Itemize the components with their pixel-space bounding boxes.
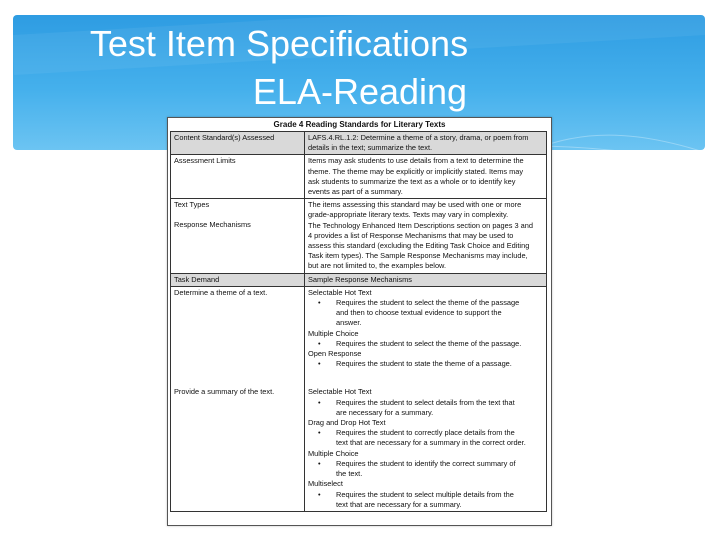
row-content-cell [305, 132, 547, 154]
mechanism-bullet [308, 490, 543, 510]
row-text-line: The Technology Enhanced Item Descriptions section on pages 3 and [308, 220, 534, 230]
row-label-secondary: Response Mechanisms [174, 220, 251, 230]
bullet-text-continued: the text. [336, 469, 363, 479]
bullet-icon: • [318, 428, 321, 438]
task-content-cell [305, 386, 547, 510]
mechanism-heading: Selectable Hot Text [308, 287, 372, 297]
table-row [170, 273, 547, 286]
mechanism-heading: Multiple Choice [308, 328, 359, 338]
document-heading: Grade 4 Reading Standards for Literary Texts [273, 120, 446, 129]
specification-document [167, 117, 552, 526]
mechanism-heading: Multiple Choice [308, 448, 359, 458]
task-label-cell [170, 287, 305, 387]
bullet-text: Requires the student to select multiple details from the [336, 489, 514, 499]
bullet-icon: • [318, 489, 321, 499]
specification-table [170, 131, 547, 512]
bullet-text: Requires the student to select the theme of the passage [336, 298, 520, 308]
bullet-text-continued: text that are necessary for a summary in the correct order. [336, 438, 526, 448]
row-text-line: assess this standard (excluding the Editing Task Choice and Editing [308, 241, 530, 251]
bullet-icon: • [318, 458, 321, 468]
task-label-cell [170, 386, 305, 510]
task-row [170, 286, 547, 387]
bullet-icon: • [318, 359, 321, 369]
row-label-cell [170, 132, 305, 154]
mechanism-bullet [308, 298, 543, 329]
table-row [170, 131, 547, 154]
row-text-line: Items may ask students to use details from a text to determine the [308, 156, 524, 166]
row-text-line: grade-appropriate literary texts. Texts may vary in complexity. [308, 210, 509, 220]
row-text-line: details in the text; summarize the text. [308, 143, 433, 153]
mechanism-heading: Drag and Drop Hot Text [308, 418, 386, 428]
row-content-cell [305, 155, 547, 198]
mechanism-heading: Selectable Hot Text [308, 387, 372, 397]
bullet-text: Requires the student to correctly place details from the [336, 428, 515, 438]
mechanism-bullet [308, 428, 543, 448]
bullet-text: Requires the student to select details from the text that [336, 397, 515, 407]
bullet-icon: • [318, 298, 321, 308]
table-row [170, 198, 547, 272]
row-text-line: The items assessing this standard may be used with one or more [308, 200, 522, 210]
bullet-text-continued: answer. [336, 318, 362, 328]
row-text-line: Task item types). The Sample Response Mechanisms may include, [308, 251, 528, 261]
mechanism-heading: Multiselect [308, 479, 343, 489]
row-label: Assessment Limits [174, 156, 236, 166]
row-label-cell [170, 155, 305, 198]
row-label-cell [170, 274, 305, 286]
bullet-icon: • [318, 397, 321, 407]
table-row [170, 154, 547, 198]
row-text-line: events as part of a summary. [308, 187, 403, 197]
row-text-line: Sample Response Mechanisms [308, 274, 412, 284]
mechanism-bullet [308, 339, 543, 349]
row-content-cell [305, 274, 547, 286]
row-text-line: ask students to summarize the text as a whole or to identify key [308, 176, 516, 186]
bullet-text-continued: text that are necessary for a summary. [336, 499, 462, 509]
mechanism-bullet [308, 359, 543, 369]
bullet-text: Requires the student to select the theme of the passage. [336, 338, 522, 348]
row-text-line: but are not limited to, the examples below. [308, 261, 447, 271]
row-label-cell [170, 199, 305, 272]
mechanism-bullet [308, 459, 543, 479]
bullet-text-continued: and then to choose textual evidence to support the [336, 308, 502, 318]
task-label: Provide a summary of the text. [174, 387, 275, 397]
row-label: Task Demand [174, 274, 220, 284]
row-text-line: LAFS.4.RL.1.2: Determine a theme of a story, drama, or poem from [308, 133, 529, 142]
row-content-cell [305, 199, 547, 272]
bullet-text: Requires the student to identify the correct summary of [336, 458, 516, 468]
mechanism-heading: Open Response [308, 349, 362, 359]
task-label: Determine a theme of a text. [174, 287, 268, 297]
task-content-cell [305, 287, 547, 387]
mechanism-bullet [308, 398, 543, 418]
bullet-text-continued: are necessary for a summary. [336, 407, 434, 417]
row-label: Text Types [174, 200, 210, 210]
row-text-line: theme. The theme may be explicitly or implicitly stated. Items may [308, 166, 524, 176]
row-label: Content Standard(s) Assessed [174, 133, 275, 142]
bullet-text: Requires the student to state the theme of a passage. [336, 359, 512, 369]
task-row [170, 386, 547, 511]
slide-title-line2: ELA-Reading [252, 71, 468, 112]
bullet-icon: • [318, 338, 321, 348]
slide-title-line1: Test Item Specifications [89, 23, 469, 64]
row-text-line: 4 provides a list of Response Mechanisms that may be used to [308, 230, 514, 240]
